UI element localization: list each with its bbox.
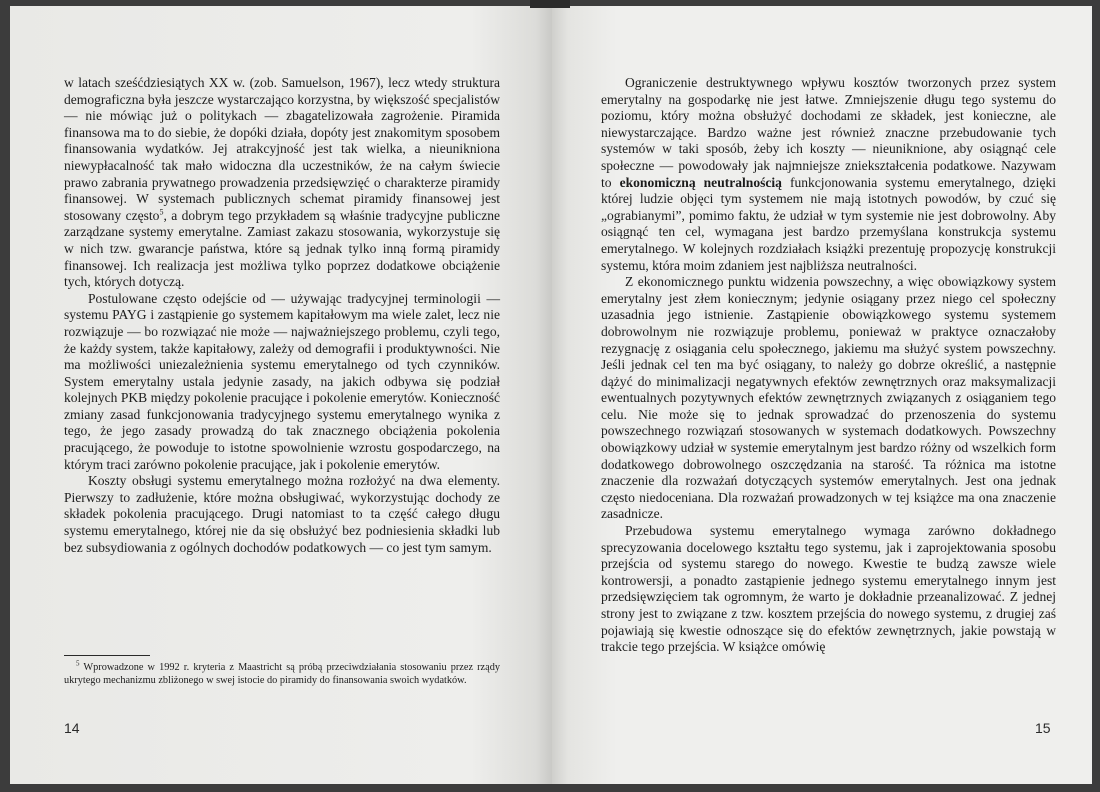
paragraph: Ograniczenie destruktywnego wpływu kosztów tworzonych przez system emerytalny na gospodarkę nie jest łatwe. Zmniejszenie długu tego systemu do poziomu, który można obsłużyć dochodami ze składek, jest konieczne, ale niewystarczające. Bardzo ważne jest również znaczne przebudowanie tych systemów w taki sposób, żeby ich koszty — nieuniknione, aby osiągnąć cele społeczne — powodowały jak najmniejsze zniekształcenia podatkowe. Nazywam to ekonomiczną neutralnością funkcjonowania systemu emerytalnego, dzięki której ludzie objęci tym systemem nie mają istotnych powodów, by czuć się „ograbianymi”, pomimo faktu, że udział w tym systemie nie jest dobrowolny. Aby osiągnąć ten cel, wymagana jest bardzo przemyślana konstrukcja systemu emerytalnego. W kolejnych rozdziałach książki prezentuję propozycję konstrukcji systemu, która moim zdaniem jest najbliższa neutralności. xyxy=(601,75,1056,273)
paragraph: Z ekonomicznego punktu widzenia powszechny, a więc obowiązkowy system emerytalny jest złem koniecznym; jedynie osiągany przez niego cel społeczny uzasadnia jego istnienie. Zastąpienie obowiązkowego systemu systemem dobrowolnym nie rozwiązuje problemu, ponieważ w praktyce oznaczałoby rezygnację z osiągania celu społecznego, jakiemu ma służyć system powszechny. Jeśli jednak cel ten ma być osiągany, to należy go dobrze określić, a następnie dążyć do minimalizacji negatywnych efektów zewnętrznych oraz maksymalizacji ewentualnych pozytywnych efektów zewnętrznych związanych z osiąganiem tego celu. Nie może się to jednak sprowadzać do przenoszenia do systemu powszechnego rozwiązań stosowanych w systemach dodatkowych. Powszechny obowiązkowy udział w systemie emerytalnym jest bardzo różny od wszelkich form dodatkowego dobrowolnego oszczędzania na starość. Ta różnica ma istotne znaczenie dla rozważań dotyczących systemów emerytalnych. Jest ona jednak często niedoceniana. Dla rozważań prowadzonych w tej książce ma ona znaczenie zasadnicze. xyxy=(601,274,1056,522)
footnote-divider xyxy=(64,655,150,656)
footnote xyxy=(64,661,500,688)
page-number: 14 xyxy=(64,720,80,736)
right-page-body xyxy=(601,75,1056,656)
paragraph: Przebudowa systemu emerytalnego wymaga zarówno dokładnego sprecyzowania docelowego kształtu tego systemu, jak i zaprojektowania sposobu przejścia od systemu starego do nowego. Kwestie te budzą zawsze wiele kontrowersji, a ponadto zastąpienie jednego systemu emerytalnego innym jest przedsięwzięciem tak ogromnym, że warto je dokładnie przeanalizować. Z jednej strony jest to związane z tzw. kosztem przejścia do nowego systemu, z drugiej zaś pojawiają się kwestie odnoszące się do efektów zewnętrznych, jakie powstają w trakcie tego przejścia. W książce omówię xyxy=(601,523,1056,655)
page-number: 15 xyxy=(1035,720,1051,736)
right-page xyxy=(552,6,1092,784)
paragraph: w latach sześćdziesiątych XX w. (zob. Samuelson, 1967), lecz wtedy struktura demograficzna była jeszcze wystarczająco korzystna, by większość specjalistów — nie mówiąc już o politykach — zbagatelizowała zagrożenie. Piramida finansowa ma to do siebie, że dopóki działa, dopóty jest znakomitym sposobem finansowania wydatków. Jej atrakcyjność jest tak wielka, a nieunikniona niewypłacalność tak mało widoczna dla uczestników, że na całym świecie prawo zabrania prywatnego prowadzenia przedsięwzięć o charakterze piramidy finansowej. W systemach publicznych schemat piramidy finansowej jest stosowany często$^5$, a dobrym tego przykładem są właśnie tradycyjne publiczne zarządzane systemy emerytalne. Zamiast zakazu stosowania, wykorzystuje się w nich tzw. gwarancje państwa, które są jednak tylko inną formą piramidy finansowej. Ich realizacja jest możliwa tylko poprzez dodatkowe obciążenie tych, których dotyczą. xyxy=(64,75,500,290)
footnote-number: 5 xyxy=(76,659,80,668)
footnote-text: Wprowadzone w 1992 r. kryteria z Maastricht są próbą przeciwdziałania stosowaniu przez rządy ukrytego mechanizmu zbliżonego w swej istocie do piramidy do finansowania swoich wydatków. xyxy=(64,662,500,687)
bold-term: ekonomiczną neutralnością xyxy=(619,174,782,190)
paragraph: Postulowane często odejście od — używając tradycyjnej terminologii — systemu PAYG i zastąpienie go systemem kapitałowym ma wiele zalet, lecz nie rozwiązuje — bo rozwiązać nie może — najważniejszego problemu, czyli tego, że każdy system, także kapitałowy, zależy od demografii i produktywności. Nie ma możliwości uniezależnienia systemu emerytalnego od tych czynników. System emerytalny ustala jedynie zasady, na jakich odbywa się podział kolejnych PKB między pokolenie pracujące i pokolenie emerytów. Konieczność zmiany zasad funkcjonowania tradycyjnego systemu emerytalnego wynika z tego, że jego zasady prowadzą do tak znacznego obciążenia pokolenia pracującego, że powoduje to istotne spowolnienie wzrostu gospodarczego, na którym traci zarówno pokolenie pracujące, jak i pokolenie emerytów. xyxy=(64,290,500,472)
footnote-reference[interactable]: 5 xyxy=(159,207,164,217)
left-page-body xyxy=(64,75,500,556)
left-page xyxy=(10,6,552,784)
paragraph: Koszty obsługi systemu emerytalnego można rozłożyć na dwa elementy. Pierwszy to zadłużenie, które można obsługiwać, wykorzystując dochody ze składek pokolenia pracującego. Drugi natomiast to ta część całego długu systemu emerytalnego, której nie da się obsłużyć bez podniesienia składki lub bez subsydiowania z ogólnych dochodów podatkowych — co jest tym samym. xyxy=(64,473,500,555)
book-spread xyxy=(10,6,1092,784)
binding-clip xyxy=(530,0,570,8)
